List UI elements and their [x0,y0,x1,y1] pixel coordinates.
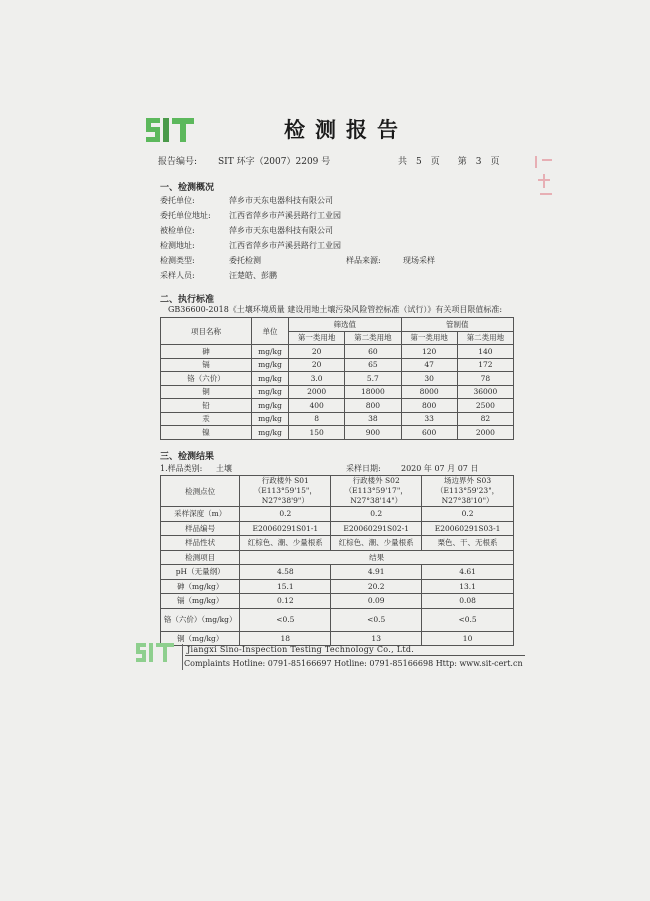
field-label: 采样人员: [160,271,195,280]
cell: 900 [345,426,401,440]
point-name: 行政楼外 S02 [352,476,400,485]
cell: 样品性状 [161,536,240,551]
footer-company: Jiangxi Sino-Inspection Testing Technology Co., Ltd. [187,645,415,654]
cell: 8 [289,412,345,426]
cell: 0.2 [331,507,422,522]
table-row [161,426,514,440]
cell: 3.0 [289,372,345,386]
point-cell [331,476,422,507]
cell: 结果 [240,550,514,565]
overview-heading: 一、检测概况 [160,183,215,193]
footer-logo [134,641,178,665]
cell: 0.09 [331,594,422,609]
th-item: 项目名称 [161,318,252,345]
cell: 38 [345,412,401,426]
cell: 20 [289,345,345,359]
results-table [160,475,514,646]
field-label: 委托单位: [160,196,195,205]
source-value: 现场采样 [403,256,435,265]
cell: 18 [240,631,331,646]
cell: E20060291S01-1 [240,521,331,536]
th-control: 管制值 [401,318,514,332]
cell: 15.1 [240,579,331,594]
cell: 140 [457,345,513,359]
point-name: 行政楼外 S01 [261,476,309,485]
footer-rule [185,655,525,656]
cell: 2500 [457,399,513,413]
cell: mg/kg [252,372,289,386]
cell: 4.91 [331,565,422,580]
cell: 800 [345,399,401,413]
cell: 8000 [401,385,457,399]
report-title: 检测报告 [284,117,408,142]
table-row [161,565,514,580]
cell: 砷 [161,345,252,359]
field-label: 检测类型: [160,256,195,265]
cell: 20 [289,358,345,372]
table-row [161,412,514,426]
cell: <0.5 [331,608,422,631]
cell: 镍 [161,426,252,440]
field-label: 委托单位地址: [160,211,211,220]
sample-type: 土壤 [216,464,232,473]
cell: 铬（六价）（mg/kg） [161,608,240,631]
cell: mg/kg [252,345,289,359]
th-unit: 单位 [252,318,289,345]
th-class2: 第二类用地 [457,331,513,345]
cell: 铜（mg/kg） [161,631,240,646]
cell: 0.12 [240,594,331,609]
cell: 5.7 [345,372,401,386]
cell: 铜 [161,385,252,399]
cell: 13 [331,631,422,646]
cell: 0.2 [240,507,331,522]
standard-heading: 二、执行标准 [160,295,215,305]
cell: mg/kg [252,412,289,426]
field-value: 江西省萍乡市芦溪县路行工业园 [229,241,341,250]
point-name: 场边界外 S03 [444,476,492,485]
standard-text: GB36600-2018《土壤环境质量 建设用地土壤污染风险管控标准（试行）》有关项目限值标准: [168,305,503,314]
cell: 样品编号 [161,521,240,536]
cell: 33 [401,412,457,426]
cell: 砷（mg/kg） [161,579,240,594]
cell: pH（无量纲） [161,565,240,580]
point-cell [240,476,331,507]
cell: 检测项目 [161,550,240,565]
field-value: 萍乡市天东电器科技有限公司 [229,226,333,235]
stamp-icon [532,154,556,202]
cell: 镉 [161,358,252,372]
report-no-label: 报告编号: [158,157,198,167]
cell: 0.2 [422,507,514,522]
cell: 镉（mg/kg） [161,594,240,609]
stamp-mark [532,154,556,202]
cell: <0.5 [422,608,514,631]
cell: 铅 [161,399,252,413]
cell: E20060291S03-1 [422,521,514,536]
cell: 600 [401,426,457,440]
point-coord: （E113°59'23"，N27°38'10"） [436,486,500,505]
cell: mg/kg [252,426,289,440]
cell: 红棕色、潮、少量根系 [240,536,331,551]
cell: 60 [345,345,401,359]
cell: 2000 [457,426,513,440]
cell: 2000 [289,385,345,399]
cell: mg/kg [252,385,289,399]
page-info: 共 5 页 第 3 页 [398,157,500,167]
field-value: 汪楚皓、彭鹏 [229,271,277,280]
table-row [161,608,514,631]
table-row [161,399,514,413]
report-no: SIT 环字（2007）2209 号 [218,157,331,167]
field-value: 委托检测 [229,256,261,265]
cell: 4.58 [240,565,331,580]
sample-date-label: 采样日期: [346,464,381,473]
point-cell [422,476,514,507]
cell: 82 [457,412,513,426]
table-row [161,358,514,372]
th-class2: 第二类用地 [345,331,401,345]
field-label: 被检单位: [160,226,195,235]
cell: 10 [422,631,514,646]
field-value: 江西省萍乡市芦溪县路行工业园 [229,211,341,220]
sit-logo [144,114,200,146]
cell: 汞 [161,412,252,426]
cell: 65 [345,358,401,372]
footer-contact: Complaints Hotline: 0791-85166697 Hotline: 0791-85166698 Http: www.sit-cert.cn [184,659,523,668]
cell: 13.1 [422,579,514,594]
cell: 0.08 [422,594,514,609]
source-label: 样品来源: [346,256,381,265]
th-point: 检测点位 [161,476,240,507]
table-row [161,594,514,609]
th-class1: 第一类用地 [289,331,345,345]
cell: 20.2 [331,579,422,594]
sample-date: 2020 年 07 月 07 日 [401,464,479,473]
cell: 栗色、干、无根系 [422,536,514,551]
cell: mg/kg [252,358,289,372]
results-heading: 三、检测结果 [160,452,215,462]
limits-table [160,317,514,440]
table-row [161,579,514,594]
cell: 47 [401,358,457,372]
point-coord: （E113°59'17"，N27°38'14"） [344,486,408,505]
point-coord: （E113°59'15"，N27°38'9"） [253,486,317,505]
cell: 采样深度（m） [161,507,240,522]
cell: 30 [401,372,457,386]
cell: 36000 [457,385,513,399]
cell: 172 [457,358,513,372]
th-class1: 第一类用地 [401,331,457,345]
table-row [161,385,514,399]
field-label: 检测地址: [160,241,195,250]
cell: 铬（六价） [161,372,252,386]
cell: 4.61 [422,565,514,580]
cell: <0.5 [240,608,331,631]
cell: E20060291S02-1 [331,521,422,536]
field-value: 萍乡市天东电器科技有限公司 [229,196,333,205]
cell: 78 [457,372,513,386]
sample-type-label: 1.样品类别: [160,464,203,473]
footer-divider [182,644,183,670]
table-row [161,372,514,386]
cell: 400 [289,399,345,413]
th-screen: 筛选值 [289,318,402,332]
cell: 红棕色、潮、少量根系 [331,536,422,551]
table-row [161,631,514,646]
cell: 120 [401,345,457,359]
cell: mg/kg [252,399,289,413]
cell: 800 [401,399,457,413]
cell: 150 [289,426,345,440]
table-row [161,345,514,359]
cell: 18000 [345,385,401,399]
